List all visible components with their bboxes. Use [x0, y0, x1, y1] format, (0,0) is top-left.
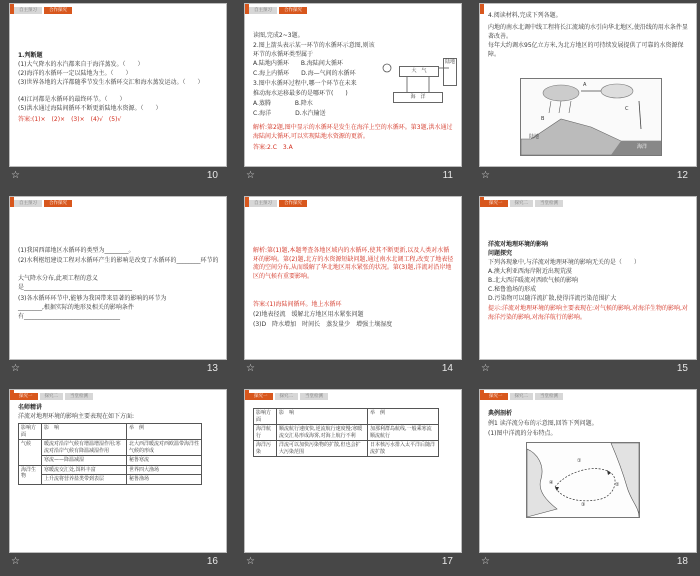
question-line: C.海洋 D.水汽输送 [253, 110, 326, 117]
answer-line: (3)D 降水增加 时间长 蒸发量少 增强土壤湿度 [253, 321, 393, 328]
influence-table [18, 423, 202, 485]
water-cycle-diagram [379, 54, 457, 106]
table-row [19, 475, 202, 485]
map-label-1: ① [577, 458, 582, 464]
question-line: (1)我国西部地区水循环的类型为________。 [18, 247, 135, 254]
table-header: 影响方面 [254, 409, 277, 425]
label-a: A [583, 82, 587, 88]
slide-canvas [9, 3, 227, 167]
table-cell: 上升流将营养盐类带到表层 [42, 475, 127, 485]
table-cell: 秘鲁渔场 [127, 475, 202, 485]
map-label-3: ③ [581, 502, 586, 508]
tab-topic-1: 探究一 [14, 393, 38, 400]
slide-number: 15 [676, 363, 688, 374]
table-cell: 寒暖流交汇处,饵料丰富 [42, 465, 127, 475]
answer-text: 答案:2.C 3.A [253, 144, 293, 151]
thumbnail-slide-17[interactable] [235, 386, 461, 576]
corner-mark [480, 4, 484, 14]
tab-topic-1: 探究一 [484, 200, 508, 207]
land-box: 陆地 [443, 58, 457, 86]
question-line: (1)图中洋流的分布特点。 [488, 430, 557, 437]
star-icon[interactable]: ☆ [11, 556, 20, 567]
table-row [19, 440, 202, 456]
tab-topic-2: 探究二 [275, 393, 299, 400]
table-row [19, 465, 202, 475]
tab-topic-2: 探究二 [510, 200, 534, 207]
tab-check: 当堂检测 [535, 393, 563, 400]
option-line: C.秘鲁渔场的形成 [488, 286, 537, 293]
slide-number: 12 [676, 170, 688, 181]
sea-box: 海 洋 [393, 92, 443, 103]
question-line: (3)世界各地的大洋都随季节发生水循环交汇和海水蒸发运动。（ ） [18, 79, 204, 86]
tab-bar [249, 393, 328, 400]
table-row [19, 456, 202, 466]
table-row [254, 441, 439, 457]
tab-preview: 自主预习 [14, 7, 42, 14]
question-line: 推动海水运移最多的是哪环节( ) [253, 90, 348, 97]
tab-topic-1: 探究一 [484, 393, 508, 400]
slide-number: 14 [441, 363, 453, 374]
table-cell: 海洋污染 [254, 441, 277, 457]
label-b: B [541, 116, 545, 122]
question-line: 大气降水分布,此项工程的意义 [18, 275, 98, 282]
tab-bar [14, 7, 72, 14]
star-icon[interactable]: ☆ [246, 363, 255, 374]
star-icon[interactable]: ☆ [11, 363, 20, 374]
tab-check: 当堂检测 [300, 393, 328, 400]
table-cell: 气候 [19, 440, 42, 466]
question-line: A.陆地内循环 B.海陆间大循环 [253, 60, 343, 67]
question-line: (2)水利枢纽建设工程对水循环产生的影响是改变了水循环的________环节的 [18, 257, 219, 264]
tab-bar [484, 200, 563, 207]
option-line: A.澳大利亚西海岸附近出现荒漠 [488, 268, 572, 275]
table-cell: 秘鲁寒流 [127, 456, 202, 466]
table-cell: 暖流对沿岸气候有增温增湿作用;寒流对沿岸气候有降温减湿作用 [42, 440, 127, 456]
tab-preview: 自主预习 [249, 7, 277, 14]
table-cell: 世界四大渔场 [127, 465, 202, 475]
ocean-current-map [526, 442, 640, 518]
question-heading: 1.判断题 [18, 52, 43, 59]
table-cell: 加那利群岛航线,一般乘寒流顺流航行 [368, 425, 439, 441]
table-header-row [19, 424, 202, 440]
tab-check: 当堂检测 [65, 393, 93, 400]
tab-bar [14, 393, 93, 400]
label-c: C [625, 106, 629, 112]
option-line: D.污染物可以随洋流扩散,使得洋流污染范围扩大 [488, 295, 617, 302]
table-header: 影 响 [42, 424, 127, 440]
hint-text: 提示:洋流对地理环境的影响主要表现在:对气候的影响,对海洋生物的影响,对海洋污染的影响,对海洋航行的影响。 [488, 305, 688, 321]
table-row [254, 425, 439, 441]
question-line: (1)大气降水的水汽都来自于海洋蒸发。（ ） [18, 61, 144, 68]
table-header: 影响方面 [19, 424, 42, 440]
tab-bar [249, 7, 307, 14]
slide-canvas [479, 3, 697, 167]
influence-table [253, 408, 439, 457]
answer-text: 答案:(1)× (2)× (3)× (4)√ (5)√ [18, 116, 122, 123]
answer-text: 答案:(1)海陆间循环。地上水循环 [253, 301, 342, 308]
question-line: 有________________________________ [18, 313, 121, 320]
slide-number: 11 [442, 170, 453, 181]
thumbnail-slide-15[interactable] [470, 193, 696, 383]
section-intro: 洋流对地理环境的影响主要表现在如下方面: [18, 413, 135, 420]
tab-explore: 合作探究 [44, 7, 72, 14]
question-intro: 下列各现象中,与洋流对地理环境的影响无关的是（ ） [488, 259, 640, 266]
slide-canvas [244, 196, 462, 360]
question-line: C.海上内循环 D.海—气间的水循环 [253, 70, 356, 77]
question-line: 例1 读洋流分布的示意图,回答下列问题。 [488, 420, 598, 427]
slide-canvas [479, 389, 697, 553]
thumbnail-slide-12[interactable] [470, 0, 696, 190]
table-cell: 寒流——降温减湿 [42, 456, 127, 466]
table-cell: 北大西洋暖流对西欧温带海洋性气候的形成 [127, 440, 202, 456]
question-line: 是____________________________________ [18, 284, 133, 291]
slide-number: 17 [441, 556, 453, 567]
question-line: 3.图中水循环过程中,哪一个环节在未来 [253, 80, 357, 87]
answer-line: (2)地表径流 缓解北方地区用水紧张问题 [253, 311, 364, 318]
tab-topic-2: 探究二 [40, 393, 64, 400]
table-header-row [254, 409, 439, 425]
star-icon[interactable]: ☆ [11, 170, 20, 181]
tab-bar [14, 200, 72, 207]
question-line: (2)海洋的水循环一定以陆地为主。（ ） [18, 70, 132, 77]
question-line: 每年大约调水95亿立方米,为北方地区的可持续发展提供了可靠的水资源保障。 [488, 42, 684, 58]
section-title: 名师精讲 [18, 404, 43, 411]
slide-number: 18 [676, 556, 688, 567]
question-line: (4)江河都是水循环的最终环节。（ ） [18, 96, 126, 103]
label-land: 陆地 [529, 134, 540, 140]
slide-canvas [9, 389, 227, 553]
tab-topic-1: 探究一 [249, 393, 273, 400]
table-cell: 海洋生物 [19, 465, 42, 484]
tab-preview: 自主预习 [14, 200, 42, 207]
table-cell: 海洋航行 [254, 425, 277, 441]
section-title: 典例剖析 [488, 410, 513, 417]
thumbnail-slide-10[interactable] [0, 0, 226, 190]
label-sea: 海洋 [637, 144, 648, 150]
slide-canvas [244, 3, 462, 167]
map-label-2: ② [615, 482, 620, 488]
tab-explore: 合作探究 [279, 7, 307, 14]
tab-bar [484, 393, 563, 400]
tab-explore: 合作探究 [44, 200, 72, 207]
question-line: (5)洪水通过海陆间循环不断更新陆地水资源。（ ） [18, 105, 162, 112]
thumbnail-slide-14[interactable] [235, 193, 461, 383]
question-line: (3)各水循环环节中,能够为我国带来显著的影响的环节为 [18, 295, 167, 302]
analysis-text: 解析:第(1)题,本题考查各地区域内的水循环,使其不断更新,以及人类对水循环的影响。第(2)题,北方的水资源短缺问题,通过南水北调工程,改变了地表径流的空间分布,从而缓解了华北地区用水紧张的状况。第(3)题,洋流对沿岸地区的气候有重要影响。 [253, 247, 454, 280]
table-header: 举 例 [368, 409, 439, 425]
table-cell: 顺流航行速度快,逆流航行速度慢;寒暖流交汇易形成海雾,对海上航行不利 [277, 425, 368, 441]
star-icon[interactable]: ☆ [246, 170, 255, 181]
thumbnail-slide-11[interactable] [235, 0, 461, 190]
slide-canvas [9, 196, 227, 360]
slide-canvas [479, 196, 697, 360]
star-icon[interactable]: ☆ [481, 170, 490, 181]
table-header: 举 例 [127, 424, 202, 440]
thumbnail-slide-13[interactable] [0, 193, 226, 383]
question-line: ________,根据实际的地形及相关的影响条件 [18, 304, 134, 311]
section-subtitle: 问题探究 [488, 250, 513, 257]
slide-number: 16 [206, 556, 218, 567]
map-label-4: ④ [549, 480, 554, 486]
tab-topic-2: 探究二 [510, 393, 534, 400]
slide-number: 10 [206, 170, 218, 181]
air-box: 大 气 [399, 66, 439, 77]
section-title: 洋流对地理环境的影响 [488, 241, 549, 248]
slide-canvas [244, 389, 462, 553]
question-line: 内地的南水北调中线工程将长江流域的水引向华北地区,使沿线的用水条件显著改善。 [488, 24, 688, 40]
tab-check: 当堂检测 [535, 200, 563, 207]
question-title: 4.阅读材料,完成下列各题。 [488, 12, 562, 19]
question-line: 读图,完成2~3题。 [253, 32, 304, 39]
tab-bar [249, 200, 307, 207]
slide-number: 13 [206, 363, 218, 374]
question-line: 2.图上箭头表示某一环节的水循环示意图,则该环节的水循环类型属于 [253, 42, 375, 58]
tab-explore: 合作探究 [279, 200, 307, 207]
option-line: B.北大西洋暖流对西欧气候的影响 [488, 277, 579, 284]
star-icon[interactable]: ☆ [246, 556, 255, 567]
star-icon[interactable]: ☆ [481, 556, 490, 567]
analysis-text: 解析:第2题,图中显示的水循环是发生在海洋上空的水循环。第3题,洪水通过海陆间大循环,可以实现陆地水资源的更新。 [253, 124, 453, 140]
thumbnail-slide-16[interactable] [0, 386, 226, 576]
table-cell: 洋流可以加快污染物的扩散,但也会扩大污染范围 [277, 441, 368, 457]
water-cycle-figure [520, 78, 662, 156]
question-line: A.蒸腾 B.降水 [253, 100, 313, 107]
table-header: 影 响 [277, 409, 368, 425]
tab-preview: 自主预习 [249, 200, 277, 207]
star-icon[interactable]: ☆ [481, 363, 490, 374]
table-cell: 日本核污水排入太平洋后随洋流扩散 [368, 441, 439, 457]
thumbnail-slide-18[interactable] [470, 386, 696, 576]
